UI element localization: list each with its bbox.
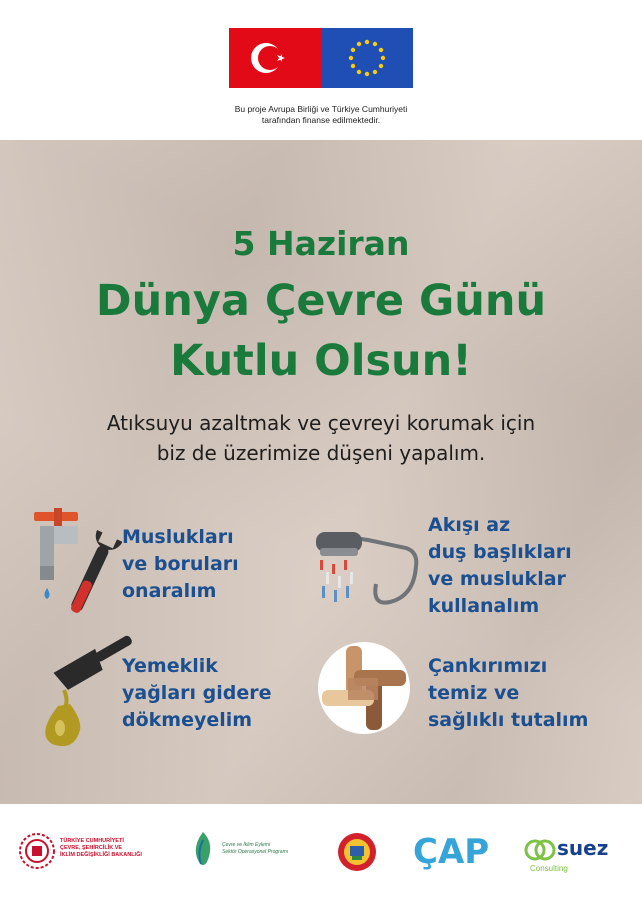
ministry-name [60, 838, 142, 859]
lead-line: biz de üzerimize düşeni yapalım. [156, 441, 486, 465]
partner-logos-footer [0, 804, 642, 900]
ministry-line: İKLİM DEĞİŞİKLİĞİ BAKANLIĞI [60, 852, 142, 858]
poster-title: Dünya Çevre Günü [95, 276, 547, 326]
tip-line: kullanalım [428, 595, 540, 617]
poster-subtitle: Kutlu Olsun! [170, 336, 472, 386]
cap-logo: ÇAP [413, 832, 490, 872]
tip-line: sağlıklı tutalım [428, 709, 589, 731]
tip-keep-clean [428, 653, 588, 734]
shower-head-icon [310, 522, 422, 622]
joined-hands-icon [316, 640, 412, 740]
municipality-seal-icon [337, 832, 377, 876]
tip-line: dökmeyelim [122, 709, 253, 731]
suez-logo-icon [524, 838, 556, 866]
tip-line: ve boruları [122, 553, 239, 575]
header-band [0, 0, 642, 140]
programme-leaf-icon [192, 830, 214, 872]
programme-name [222, 842, 288, 856]
disclaimer-line: Bu proje Avrupa Birliği ve Türkiye Cumhuriyeti [234, 104, 408, 114]
suez-consulting-label: Consulting [530, 864, 568, 873]
programme-line: Sektör Operasyonel Programı [222, 849, 289, 855]
disclaimer-line: tarafından finanse edilmektedir. [261, 115, 381, 125]
tip-low-flow [428, 512, 572, 620]
lead-line: Atıksuyu azaltmak ve çevreyi korumak için [106, 411, 536, 435]
tip-line: onaralım [122, 580, 217, 602]
faucet-wrench-icon [26, 504, 122, 636]
turkey-flag-icon [229, 28, 321, 88]
lead-text [0, 408, 642, 468]
ministry-logo-icon [18, 832, 56, 874]
eu-flag-icon [321, 28, 413, 88]
tip-fix-pipes [122, 524, 239, 605]
tip-line: duş başlıkları [428, 541, 572, 563]
tip-line: yağları gidere [122, 682, 272, 704]
programme-line: Çevre ve İklim Eylemi [222, 842, 271, 848]
tip-line: Muslukları [122, 526, 234, 548]
funding-disclaimer [0, 104, 642, 126]
tip-line: temiz ve [428, 682, 520, 704]
poster-date: 5 Haziran [232, 224, 410, 263]
tip-line: Akışı az [428, 514, 511, 536]
ministry-line: ÇEVRE, ŞEHİRCİLİK VE [60, 845, 123, 851]
tip-line: Çankırımızı [428, 655, 548, 677]
tip-line: Yemeklik [122, 655, 218, 677]
suez-logo: suez [557, 836, 609, 860]
tip-cooking-oil [122, 653, 272, 734]
ministry-line: TÜRKİYE CUMHURİYETİ [60, 838, 124, 844]
tip-line: ve musluklar [428, 568, 566, 590]
